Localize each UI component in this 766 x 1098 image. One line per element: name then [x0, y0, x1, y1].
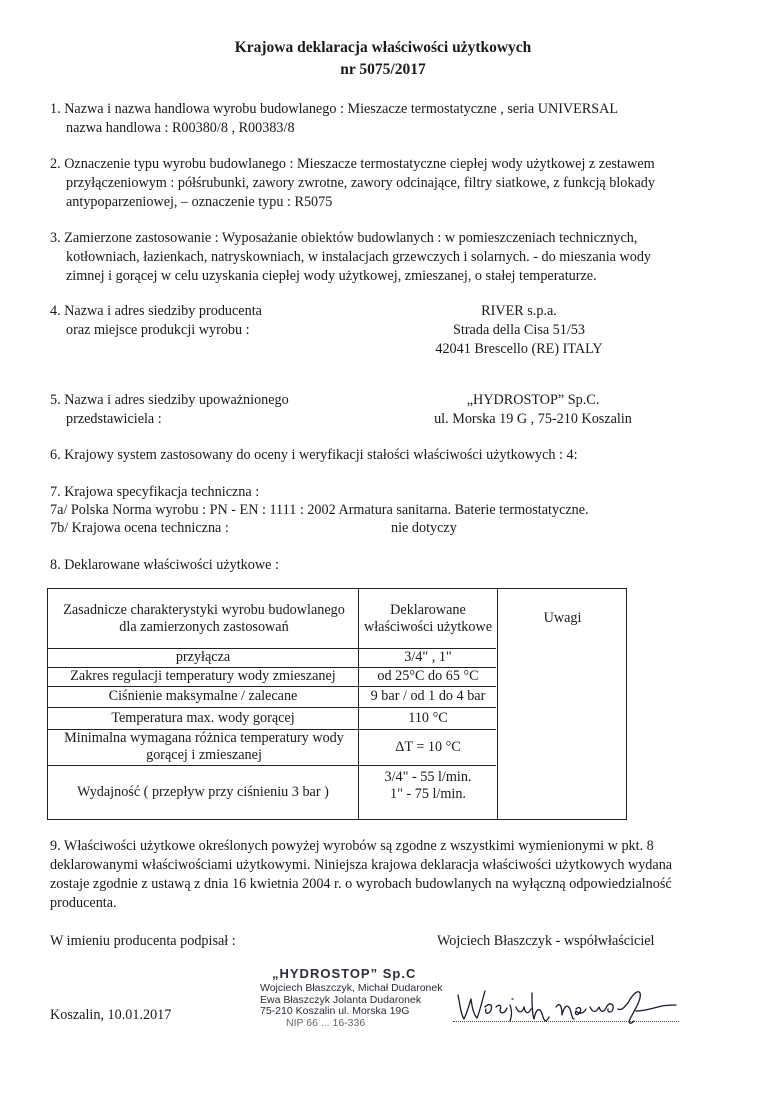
table-row-label: Zakres regulacji temperatury wody zmieszanej — [70, 668, 336, 684]
handwritten-signature — [452, 985, 684, 1029]
producer-street: Strada della Cisa 51/53 — [453, 322, 585, 338]
table-row-value: 110 °C — [408, 709, 448, 726]
section-9-line-3: zostaje zgodnie z ustawą z dnia 16 kwietnia 2004 r. o wyrobach budowlanych na wyłączną odpowiedzialność — [50, 876, 672, 892]
producer-city: 42041 Brescello (RE) ITALY — [435, 341, 603, 357]
section-1-line-1: 1. Nazwa i nazwa handlowa wyrobu budowlanego : Mieszacze termostatyczne , seria UNIVERSAL — [50, 101, 619, 117]
table-row-label: przyłącza — [175, 649, 231, 665]
document-number: nr 5075/2017 — [340, 61, 426, 78]
section-5-label-1: 5. Nazwa i adres siedziby upoważnionego — [50, 392, 289, 408]
company-stamp — [260, 964, 450, 1029]
stamp-line: Wojciech Błaszczyk, Michał Dudaronek — [260, 982, 443, 994]
table-row-label: Ciśnienie maksymalne / zalecane — [108, 688, 298, 704]
section-7b: 7b/ Krajowa ocena techniczna : — [50, 520, 229, 536]
section-2-line-2: przyłączeniowym : półśrubunki, zawory zwrotne, zawory odcinające, filtry siatkowe, z funkcją blokady — [66, 175, 655, 191]
representative-address: ul. Morska 19 G , 75-210 Koszalin — [434, 411, 632, 427]
place-and-date: Koszalin, 10.01.2017 — [50, 1007, 172, 1023]
section-4-label-2: oraz miejsce produkcji wyrobu : — [66, 322, 250, 338]
section-5-label-2: przedstawiciela : — [66, 411, 162, 427]
signer-name: Wojciech Błaszczyk - współwłaściciel — [437, 933, 655, 949]
table-header-characteristics: Zasadnicze charakterystyki wyrobu budowlanego dla zamierzonych zastosowań — [63, 601, 345, 635]
section-9-line-1: 9. Właściwości użytkowe określonych powyżej wyrobów są zgodne z wszystkimi wymienionymi w pkt. 8 — [50, 838, 654, 854]
section-3-line-2: kotłowniach, łazienkach, natryskowniach, w instalacjach grzewczych i solarnych. - do mieszania wody — [66, 249, 652, 265]
producer-name: RIVER s.p.a. — [481, 303, 557, 319]
table-row-label: Wydajność ( przepływ przy ciśnieniu 3 bar ) — [77, 783, 329, 800]
document-title: Krajowa deklaracja właściwości użytkowych — [234, 39, 532, 56]
stamp-line: Ewa Błaszczyk Jolanta Dudaronek — [260, 993, 422, 1006]
table-row-value-line-1: 3/4" - 55 l/min. — [384, 769, 472, 785]
stamp-company: „HYDROSTOP” Sp.C — [272, 966, 417, 981]
table-row-value: ΔT = 10 °C — [395, 738, 461, 755]
signed-by-label: W imieniu producenta podpisał : — [50, 933, 236, 949]
table-row-value: od 25°C do 65 °C — [377, 668, 479, 684]
section-3-line-3: zimnej i gorącej w celu uzyskania ciepłej wody użytkowej, zmieszanej, o stałej temperaturze. — [66, 268, 597, 284]
section-6: 6. Krajowy system zastosowany do oceny i weryfikacji stałości właściwości użytkowych : 4: — [50, 447, 578, 463]
table-header-remarks: Uwagi — [543, 610, 582, 626]
stamp-line: 75-210 Koszalin ul. Morska 19G — [260, 1005, 410, 1017]
table-row-label: Minimalna wymagana różnica temperatury wody gorącej i zmieszanej — [64, 730, 344, 763]
section-9-line-4: producenta. — [50, 895, 117, 911]
table-row-label: Temperatura max. wody gorącej — [111, 709, 295, 726]
section-4-label-1: 4. Nazwa i adres siedziby producenta — [50, 303, 262, 319]
table-header-declared: Deklarowane właściwości użytkowe — [363, 601, 493, 635]
section-8: 8. Deklarowane właściwości użytkowe : — [50, 557, 279, 573]
table-row-value: 9 bar / od 1 do 4 bar — [370, 688, 486, 704]
section-1-line-2: nazwa handlowa : R00380/8 , R00383/8 — [66, 120, 295, 136]
section-7b-value: nie dotyczy — [391, 520, 457, 536]
stamp-line: NIP 66 ... 16-336 — [286, 1016, 366, 1029]
table-row-value-line-2: 1" - 75 l/min. — [390, 786, 466, 802]
section-7a: 7a/ Polska Norma wyrobu : PN - EN : 1111 : 2002 Armatura sanitarna. Baterie termostatyczne. — [50, 502, 589, 518]
section-9-line-2: deklarowanymi właściwościami użytkowymi. Niniejsza krajowa deklaracja właściwości użytkowych wydana — [50, 857, 673, 873]
properties-table — [47, 588, 627, 820]
table-row-value: 3/4" , 1" — [404, 649, 452, 665]
section-3-line-1: 3. Zamierzone zastosowanie : Wyposażanie obiektów budowlanych : w pomieszczeniach technicznych, — [50, 230, 638, 246]
section-2-line-1: 2. Oznaczenie typu wyrobu budowlanego : Mieszacze termostatyczne ciepłej wody użytkowej z zestawem — [50, 156, 655, 172]
section-7-line-1: 7. Krajowa specyfikacja techniczna : — [50, 484, 260, 500]
section-2-line-3: antypoparzeniowej, – oznaczenie typu : R5075 — [66, 194, 333, 210]
signature-line — [453, 1021, 679, 1022]
representative-name: „HYDROSTOP” Sp.C. — [466, 392, 600, 408]
